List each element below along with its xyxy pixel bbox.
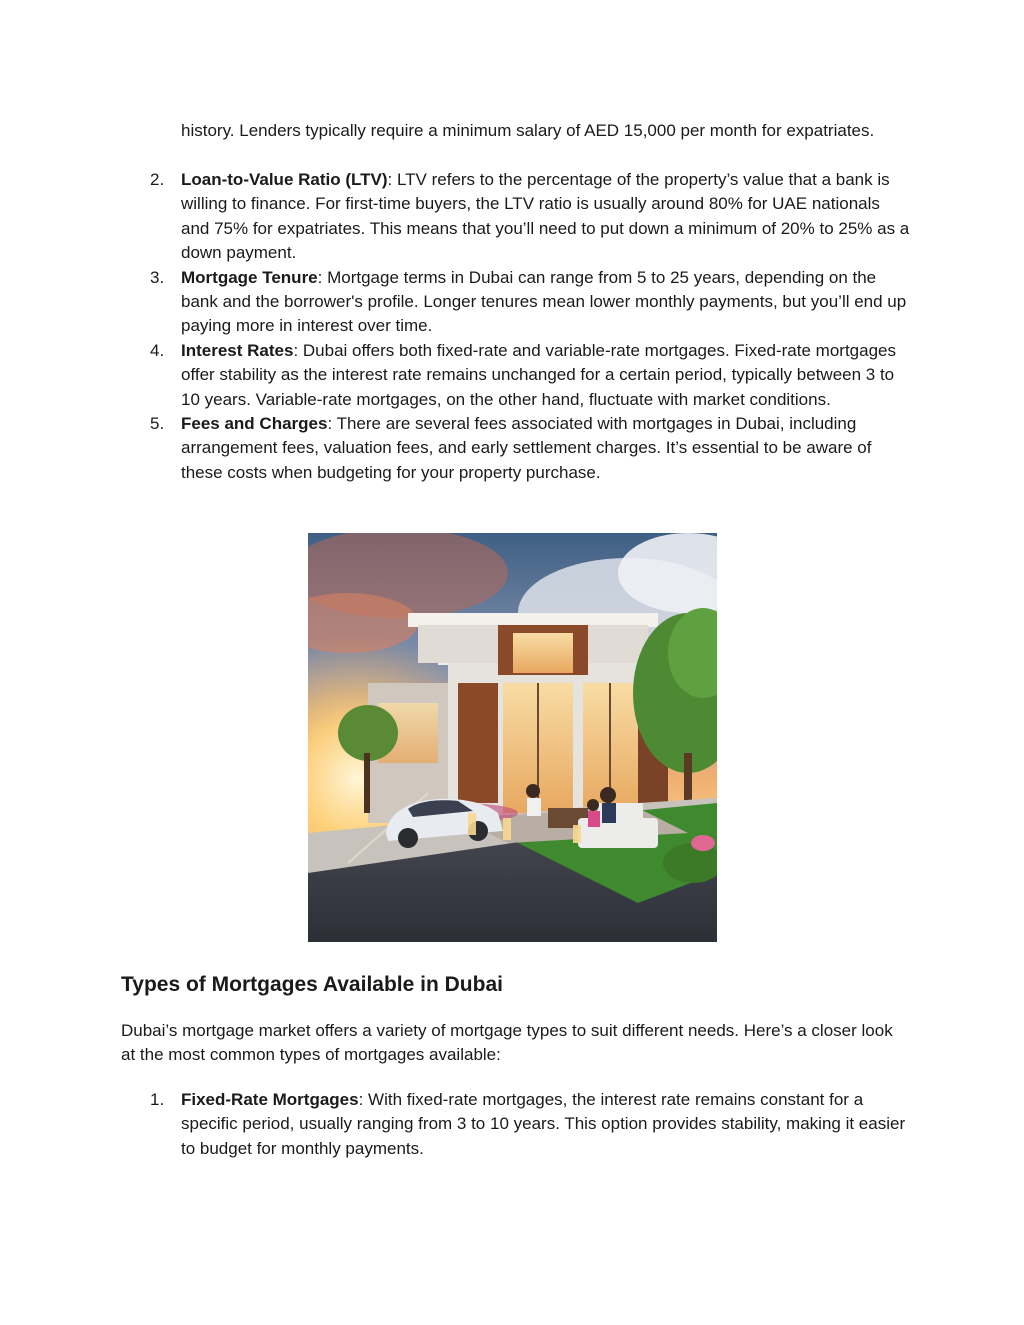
list-term: Mortgage Tenure — [181, 267, 318, 287]
section-heading: Types of Mortgages Available in Dubai — [121, 973, 503, 996]
requirements-list — [0, 168, 1024, 485]
mortgage-types-list — [0, 1088, 1024, 1161]
list-text: : With fixed-rate mortgages, the interest rate remains constant for a specific period, usually ranging from 3 to 10 years. This option provides stability, making it easier to budget for monthly payments. — [181, 1090, 906, 1158]
list-term: Fixed-Rate Mortgages — [181, 1090, 359, 1109]
house-photo-icon — [308, 533, 717, 942]
list-item — [0, 168, 911, 266]
list-number: 3. — [150, 267, 165, 287]
section-intro: Dubai’s mortgage market offers a variety of mortgage types to suit different needs. Here’s a closer look at the most common types of mortgages available: — [121, 1021, 893, 1065]
list-number: 1. — [150, 1090, 165, 1109]
list-text: : Mortgage terms in Dubai can range from 5 to 25 years, depending on the bank and the borrower's profile. Longer tenures mean lower monthly payments, but you’ll end up paying more in interest over time. — [181, 267, 907, 336]
list-text: : Dubai offers both fixed-rate and variable-rate mortgages. Fixed-rate mortgages offer stability as the interest rate remains unchanged for a certain period, typically between 3 to 10 years. Variable-rate mortgages, on the other hand, fluctuate with market conditions. — [181, 340, 896, 409]
list-number: 5. — [150, 414, 165, 434]
list-term: Loan-to-Value Ratio (LTV) — [181, 170, 388, 189]
continuation-paragraph: history. Lenders typically require a minimum salary of AED 15,000 per month for expatriates. — [181, 121, 875, 140]
house-photo — [308, 533, 717, 942]
list-item — [0, 339, 911, 412]
list-item — [0, 266, 911, 339]
list-term: Fees and Charges — [181, 414, 328, 434]
list-number: 2. — [150, 170, 165, 189]
list-text: : There are several fees associated with mortgages in Dubai, including arrangement fees, valuation fees, and early settlement charges. It’s essential to be aware of these costs when budgeting for your property purchase. — [181, 414, 872, 482]
list-item — [0, 1088, 911, 1161]
list-text: : LTV refers to the percentage of the property’s value that a bank is willing to finance. For first-time buyers, the LTV ratio is usually around 80% for UAE nationals and 75% for expatriates. This means that you’ll need to put down a minimum of 20% to 25% as a down payment. — [181, 170, 910, 263]
list-term: Interest Rates — [181, 340, 294, 360]
list-number: 4. — [150, 340, 165, 360]
list-item — [0, 412, 911, 485]
